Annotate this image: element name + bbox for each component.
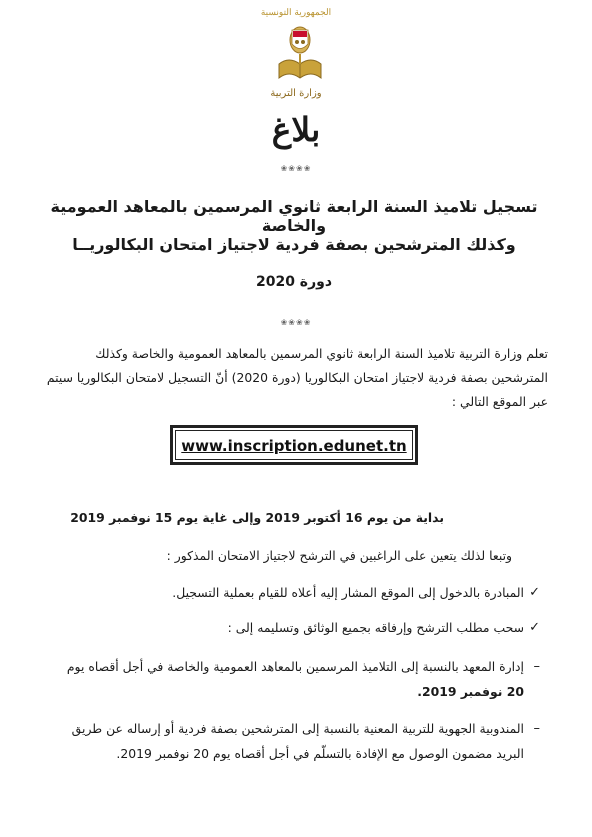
list-item-text: المندوبية الجهوية للتربية المعنية بالنسبة إلى المترشحين بصفة فردية أو إرساله عن طريق bbox=[71, 721, 524, 736]
dash-icon: – bbox=[533, 721, 540, 736]
check-icon: ✓ bbox=[529, 620, 540, 635]
title-line-1: تسجيل تلاميذ السنة الرابعة ثانوي المرسمين بالمعاهد العمومية والخاصة bbox=[50, 197, 538, 235]
registration-period: بداية من يوم 16 أكتوبر 2019 وإلى غاية يوم 15 نوفمبر 2019 bbox=[70, 510, 444, 525]
title-session: دورة 2020 bbox=[255, 274, 333, 290]
list-item-deadline: 20 نوفمبر 2019. bbox=[417, 684, 524, 699]
list-item-text: إدارة المعهد بالنسبة إلى التلاميذ المرسمين بالمعاهد العمومية والخاصة في أجل أقصاه يوم bbox=[66, 659, 524, 674]
intro-line: المترشحين بصفة فردية لاجتياز امتحان البكالوريا (دورة 2020) أنّ التسجيل لامتحان البكالوريا سيتم bbox=[46, 370, 548, 385]
ornament-separator: ❀❀❀❀ bbox=[280, 164, 312, 173]
list-item bbox=[40, 615, 540, 640]
intro-paragraph bbox=[40, 342, 548, 414]
registration-url-link[interactable]: www.inscription.edunet.tn bbox=[181, 437, 407, 455]
ministry-header bbox=[0, 8, 592, 100]
list-item-text: المبادرة بالدخول إلى الموقع المشار إليه أعلاه للقيام بعملية التسجيل. bbox=[172, 585, 524, 600]
ministry-label: وزارة التربية bbox=[270, 88, 322, 99]
list-item bbox=[40, 654, 540, 704]
instructions-lead: وتبعا لذلك يتعين على الراغبين في الترشح لاجتياز الامتحان المذكور : bbox=[166, 548, 512, 563]
intro-line: عبر الموقع التالي : bbox=[451, 394, 548, 409]
url-box bbox=[170, 425, 418, 465]
ornament-separator: ❀❀❀❀ bbox=[280, 318, 312, 327]
list-item-deadline: البريد مضمون الوصول مع الإفادة بالتسلّم في أجل أقصاه يوم 20 نوفمبر 2019. bbox=[116, 746, 524, 761]
list-item bbox=[40, 716, 540, 766]
republic-label: الجمهورية التونسية bbox=[260, 8, 332, 18]
list-item-text: سحب مطلب الترشح وإرفاقه بجميع الوثائق وتسليمه إلى : bbox=[227, 620, 524, 635]
ministry-emblem-icon bbox=[276, 20, 324, 88]
title-line-2: وكذلك المترشحين بصفة فردية لاجتياز امتحان البكالوريــا bbox=[72, 235, 516, 254]
intro-line: تعلم وزارة التربية تلاميذ السنة الرابعة ثانوي المرسمين بالمعاهد العمومية والخاصة وكذلك bbox=[95, 346, 548, 361]
notice-heading: بلاغ bbox=[271, 110, 321, 149]
list-item bbox=[40, 580, 540, 605]
check-icon: ✓ bbox=[529, 585, 540, 600]
dash-icon: – bbox=[533, 659, 540, 674]
